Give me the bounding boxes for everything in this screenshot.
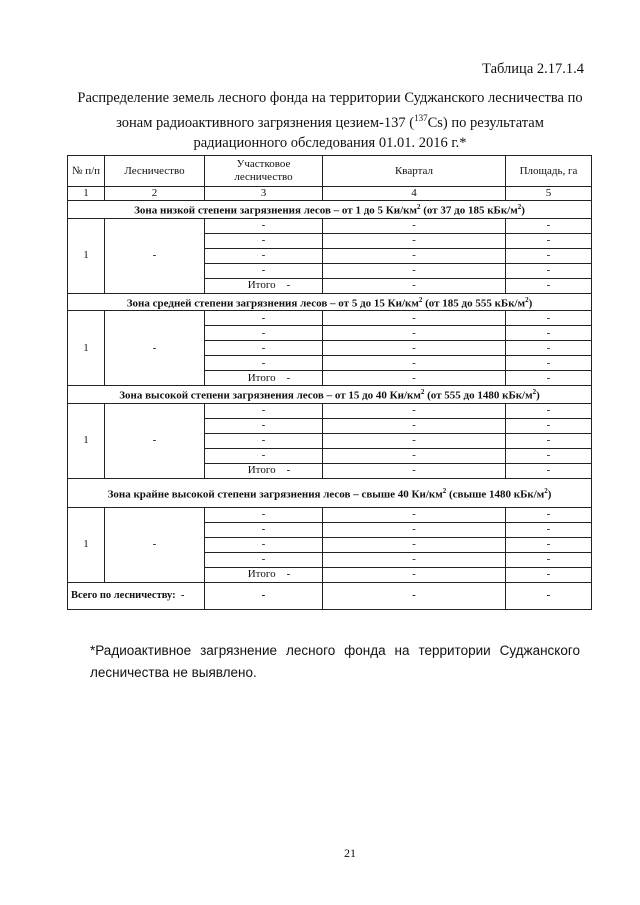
itogo-value: - xyxy=(323,371,506,386)
table-cell: - xyxy=(506,356,592,371)
table-cell: - xyxy=(506,418,592,433)
contamination-table xyxy=(67,155,592,610)
header-forestry: Лесничество xyxy=(105,156,205,187)
table-cell: - xyxy=(205,448,323,463)
header-quarter: Квартал xyxy=(323,156,506,187)
itogo-cell xyxy=(205,463,323,478)
table-cell: - xyxy=(323,433,506,448)
table-cell: - xyxy=(506,311,592,326)
table-cell: - xyxy=(205,233,323,248)
itogo-cell xyxy=(205,567,323,582)
itogo-label: Итого xyxy=(247,279,276,292)
table-title xyxy=(70,88,590,153)
itogo-value: - xyxy=(323,463,506,478)
zone-title-sup: 2 xyxy=(420,388,425,397)
table-row xyxy=(68,507,592,522)
table-cell: - xyxy=(323,218,506,233)
table-cell: - xyxy=(323,403,506,418)
total-dash: - xyxy=(180,589,185,601)
header-row xyxy=(68,156,592,187)
table-cell: - xyxy=(323,356,506,371)
table-cell: - xyxy=(506,522,592,537)
title-isotope: Cs xyxy=(427,114,443,131)
table-cell: - xyxy=(506,263,592,278)
itogo-value: - xyxy=(506,567,592,582)
table-label: Таблица 2.17.1.4 xyxy=(482,61,584,77)
total-label: Всего по лесничеству: xyxy=(71,589,176,601)
table-cell: - xyxy=(323,341,506,356)
table-cell: - xyxy=(506,552,592,567)
zone-title-text: Зона крайне высокой степени загрязнения лесов – свыше 40 Ки/км xyxy=(107,488,443,501)
zone-title-text: Зона высокой степени загрязнения лесов – от 15 до 40 Ки/км xyxy=(119,389,421,402)
title-isotope-sup: 137 xyxy=(414,113,428,123)
title-text-after: ) по результатам радиационного обследования 01.01. 2016 г.* xyxy=(193,114,544,151)
zone-title-sup: 2 xyxy=(442,486,447,495)
table-cell: - xyxy=(205,522,323,537)
table-cell: - xyxy=(205,311,323,326)
table-cell: - xyxy=(205,248,323,263)
zones-body xyxy=(68,201,592,583)
zone-header-row xyxy=(68,201,592,219)
table-cell: - xyxy=(323,522,506,537)
table-cell: - xyxy=(506,507,592,522)
zone-title-range: (свыше 1480 кБк/м xyxy=(446,488,545,501)
total-label-cell xyxy=(68,582,205,609)
itogo-cell xyxy=(205,278,323,293)
table-cell: - xyxy=(323,233,506,248)
header-area: Площадь, га xyxy=(506,156,592,187)
table-cell: - xyxy=(205,356,323,371)
itogo-label: Итого xyxy=(247,568,276,581)
table-cell: - xyxy=(205,263,323,278)
column-number: 2 xyxy=(105,187,205,201)
table-cell: - xyxy=(323,326,506,341)
row-number: 1 xyxy=(68,311,105,386)
header-number: № п/п xyxy=(68,156,105,187)
zone-title-range: (от 555 до 1480 кБк/м xyxy=(424,389,533,402)
itogo-value: - xyxy=(323,567,506,582)
row-number: 1 xyxy=(68,507,105,582)
table-cell: - xyxy=(205,537,323,552)
table-cell: - xyxy=(323,248,506,263)
forestry-cell: - xyxy=(105,311,205,386)
table-cell: - xyxy=(323,263,506,278)
zone-title-text: Зона низкой степени загрязнения лесов – от 1 до 5 Ки/км xyxy=(134,204,417,217)
itogo-label: Итого xyxy=(247,464,276,477)
itogo-label: Итого xyxy=(247,371,276,384)
table-cell: - xyxy=(205,341,323,356)
table-row xyxy=(68,311,592,326)
zone-title-sup: 2 xyxy=(532,388,537,397)
table-cell: - xyxy=(205,418,323,433)
table-cell: - xyxy=(205,507,323,522)
zone-title-end: ) xyxy=(547,488,552,501)
forestry-cell: - xyxy=(105,403,205,478)
table-cell: - xyxy=(506,448,592,463)
zone-title-range: (от 185 до 555 кБк/м xyxy=(422,297,526,310)
forestry-cell: - xyxy=(105,507,205,582)
table-row xyxy=(68,218,592,233)
itogo-value: - xyxy=(286,371,291,384)
column-number: 3 xyxy=(205,187,323,201)
zone-title xyxy=(68,201,592,219)
table-cell: - xyxy=(205,218,323,233)
table-cell: - xyxy=(323,552,506,567)
table-cell: - xyxy=(323,537,506,552)
itogo-value: - xyxy=(506,371,592,386)
zone-title-end: ) xyxy=(521,204,525,217)
table-row xyxy=(68,403,592,418)
column-number: 4 xyxy=(323,187,506,201)
itogo-value: - xyxy=(286,464,291,477)
total-value: - xyxy=(205,582,323,609)
zone-title xyxy=(68,478,592,507)
table-cell: - xyxy=(205,552,323,567)
zone-header-row xyxy=(68,386,592,404)
table-cell: - xyxy=(323,507,506,522)
total-value: - xyxy=(323,582,506,609)
itogo-value: - xyxy=(286,279,291,292)
zone-title-text: Зона средней степени загрязнения лесов – от 5 до 15 Ки/км xyxy=(126,297,419,310)
forestry-cell: - xyxy=(105,218,205,293)
title-text-before: Распределение земель лесного фонда на территории Суджанского лесничества по зонам радиоактивного загрязнения цезием-137 ( xyxy=(77,90,583,131)
zone-title-sup: 2 xyxy=(517,203,522,211)
page-number: 21 xyxy=(344,846,356,860)
zone-title xyxy=(68,293,592,311)
table-cell: - xyxy=(506,218,592,233)
table-cell: - xyxy=(506,233,592,248)
itogo-value: - xyxy=(323,278,506,293)
row-number: 1 xyxy=(68,403,105,478)
zone-title-end: ) xyxy=(536,389,540,402)
column-numbers-row xyxy=(68,187,592,201)
itogo-value: - xyxy=(506,463,592,478)
zone-header-row xyxy=(68,293,592,311)
column-number: 5 xyxy=(506,187,592,201)
table-cell: - xyxy=(323,311,506,326)
table-cell: - xyxy=(205,433,323,448)
table-cell: - xyxy=(506,537,592,552)
itogo-value: - xyxy=(286,568,291,581)
total-value: - xyxy=(506,582,592,609)
header-district-forestry: Участковое лесничество xyxy=(205,156,323,187)
total-row xyxy=(68,582,592,609)
itogo-value: - xyxy=(506,278,592,293)
zone-title-sup: 2 xyxy=(525,295,529,304)
footnote: *Радиоактивное загрязнение лесного фонда на территории Суджанского лесничества не выявлено. xyxy=(90,643,580,680)
zone-title-range: (от 37 до 185 кБк/м xyxy=(420,204,518,217)
zone-title-end: ) xyxy=(528,297,533,310)
zone-title-sup: 2 xyxy=(544,486,548,495)
table-cell: - xyxy=(506,248,592,263)
table-cell: - xyxy=(506,341,592,356)
column-number: 1 xyxy=(68,187,105,201)
zone-title-sup: 2 xyxy=(418,295,423,304)
itogo-cell xyxy=(205,371,323,386)
table-cell: - xyxy=(323,448,506,463)
table-cell: - xyxy=(506,433,592,448)
zone-title xyxy=(68,386,592,404)
table-cell: - xyxy=(323,418,506,433)
table-cell: - xyxy=(506,403,592,418)
row-number: 1 xyxy=(68,218,105,293)
table-cell: - xyxy=(506,326,592,341)
table-cell: - xyxy=(205,326,323,341)
table-cell: - xyxy=(205,403,323,418)
zone-header-row xyxy=(68,478,592,507)
zone-title-sup: 2 xyxy=(416,203,421,211)
